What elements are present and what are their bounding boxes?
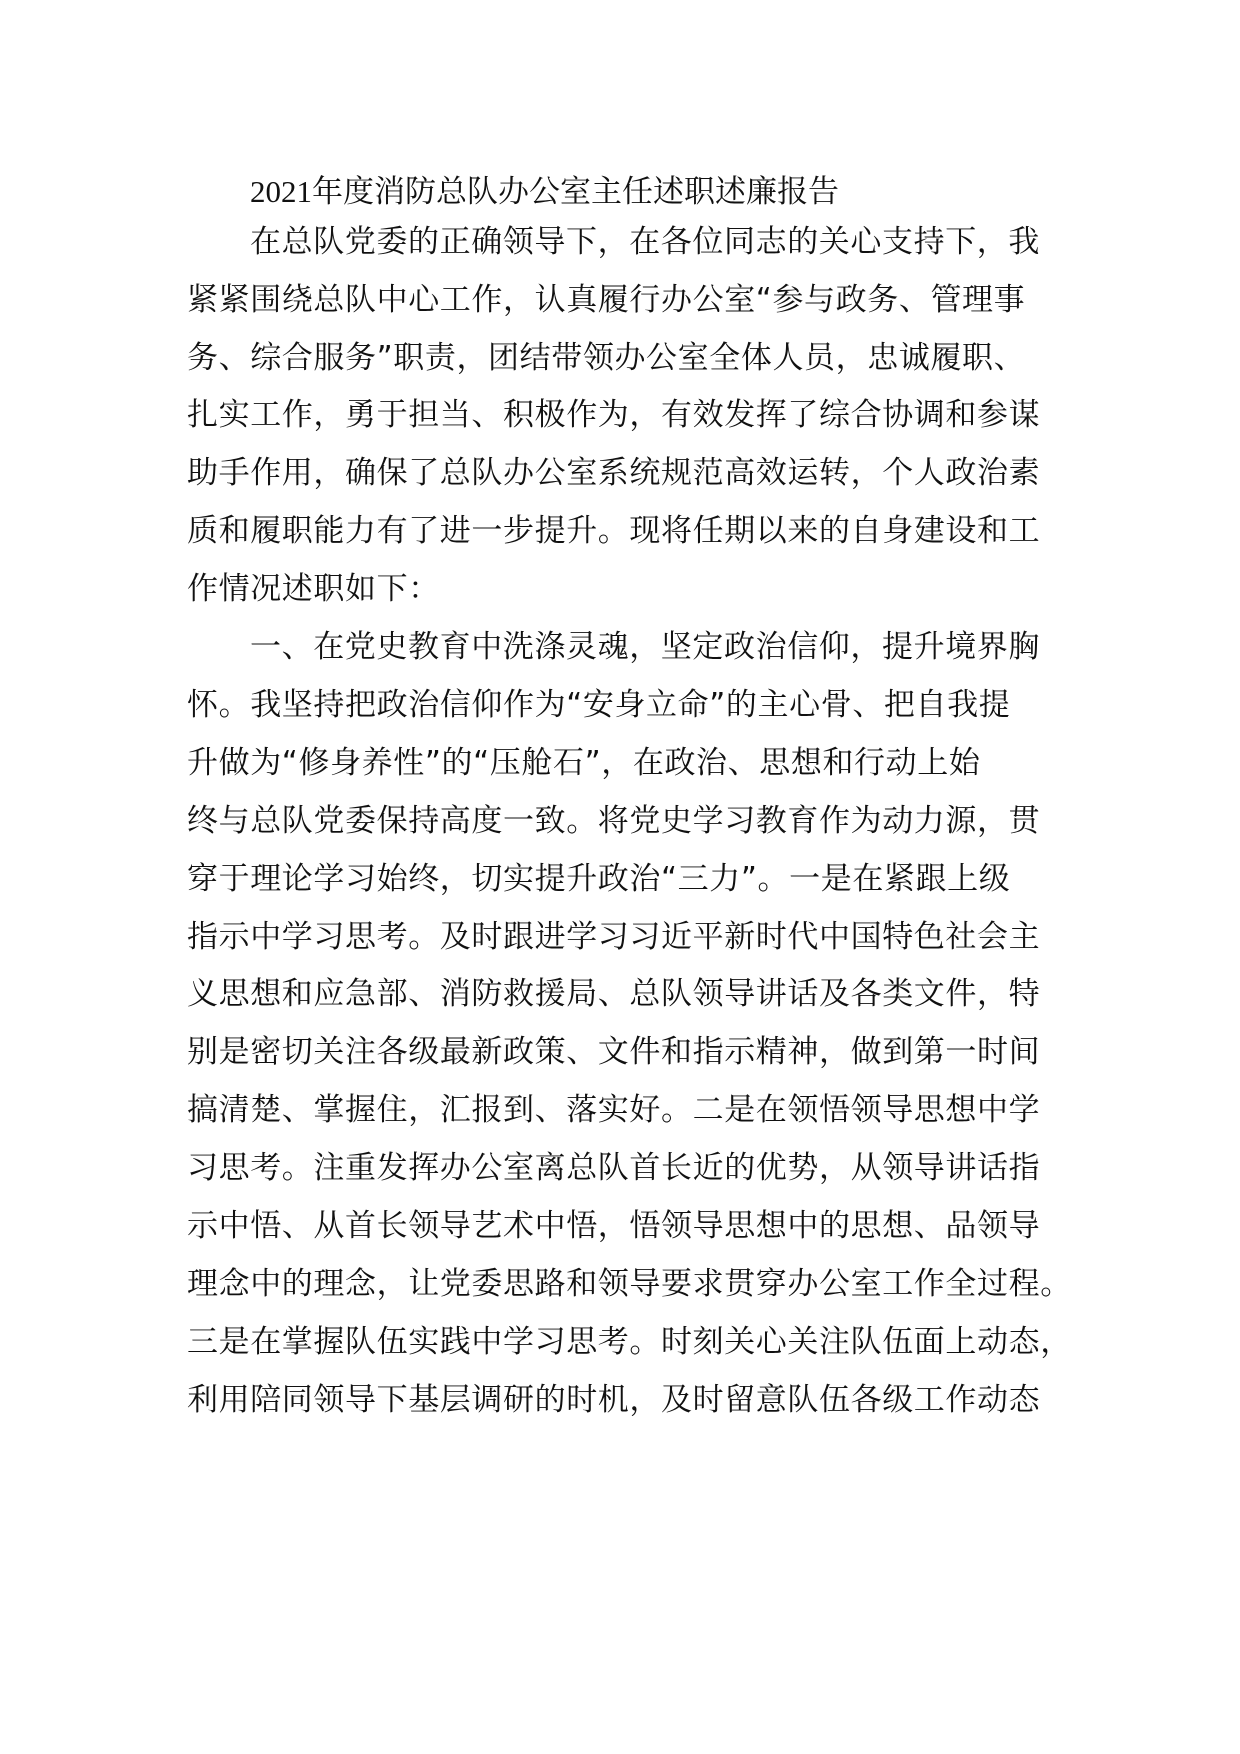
title-year: 2021	[250, 174, 312, 209]
paragraph-line: 示中悟、从首长领导艺术中悟，悟领导思想中的思想、品领导	[187, 1208, 1041, 1244]
paragraph-line: 穿于理论学习始终，切实提升政治“三力”。一是在紧跟上级	[187, 861, 1011, 897]
paragraph-line: 助手作用，确保了总队办公室系统规范高效运转，个人政治素	[187, 455, 1041, 491]
paragraph-line: 作情况述职如下：	[187, 571, 440, 607]
paragraph-line: 利用陪同领导下基层调研的时机，及时留意队伍各级工作动态	[187, 1382, 1041, 1418]
paragraph-line: 在总队党委的正确领导下，在各位同志的关心支持下，我	[250, 224, 1040, 260]
paragraph-line: 三是在掌握队伍实践中学习思考。时刻关心关注队伍面上动态，	[187, 1324, 1072, 1360]
paragraph-line: 终与总队党委保持高度一致。将党史学习教育作为动力源，贯	[187, 803, 1041, 839]
paragraph-line: 一、在党史教育中洗涤灵魂，坚定政治信仰，提升境界胸	[250, 629, 1040, 665]
paragraph-line: 义思想和应急部、消防救援局、总队领导讲话及各类文件，特	[187, 976, 1041, 1012]
paragraph-line: 习思考。注重发挥办公室离总队首长近的优势，从领导讲话指	[187, 1150, 1041, 1186]
document-title	[250, 170, 839, 214]
paragraph-line: 务、综合服务”职责，团结带领办公室全体人员，忠诚履职、	[187, 340, 1026, 376]
paragraph-line: 紧紧围绕总队中心工作，认真履行办公室“参与政务、管理事	[187, 282, 1026, 318]
title-text: 年度消防总队办公室主任述职述廉报告	[312, 174, 839, 210]
paragraph-line: 搞清楚、掌握住，汇报到、落实好。二是在领悟领导思想中学	[187, 1092, 1041, 1128]
paragraph-line: 理念中的理念，让党委思路和领导要求贯穿办公室工作全过程。	[187, 1266, 1072, 1302]
paragraph-line: 扎实工作，勇于担当、积极作为，有效发挥了综合协调和参谋	[187, 397, 1041, 433]
paragraph-line: 怀。我坚持把政治信仰作为“安身立命”的主心骨、把自我提	[187, 687, 1011, 723]
paragraph-line: 升做为“修身养性”的“压舱石”，在政治、思想和行动上始	[187, 745, 981, 781]
paragraph-line: 质和履职能力有了进一步提升。现将任期以来的自身建设和工	[187, 513, 1041, 549]
paragraph-line: 指示中学习思考。及时跟进学习习近平新时代中国特色社会主	[187, 919, 1041, 955]
paragraph-line: 别是密切关注各级最新政策、文件和指示精神，做到第一时间	[187, 1034, 1041, 1070]
